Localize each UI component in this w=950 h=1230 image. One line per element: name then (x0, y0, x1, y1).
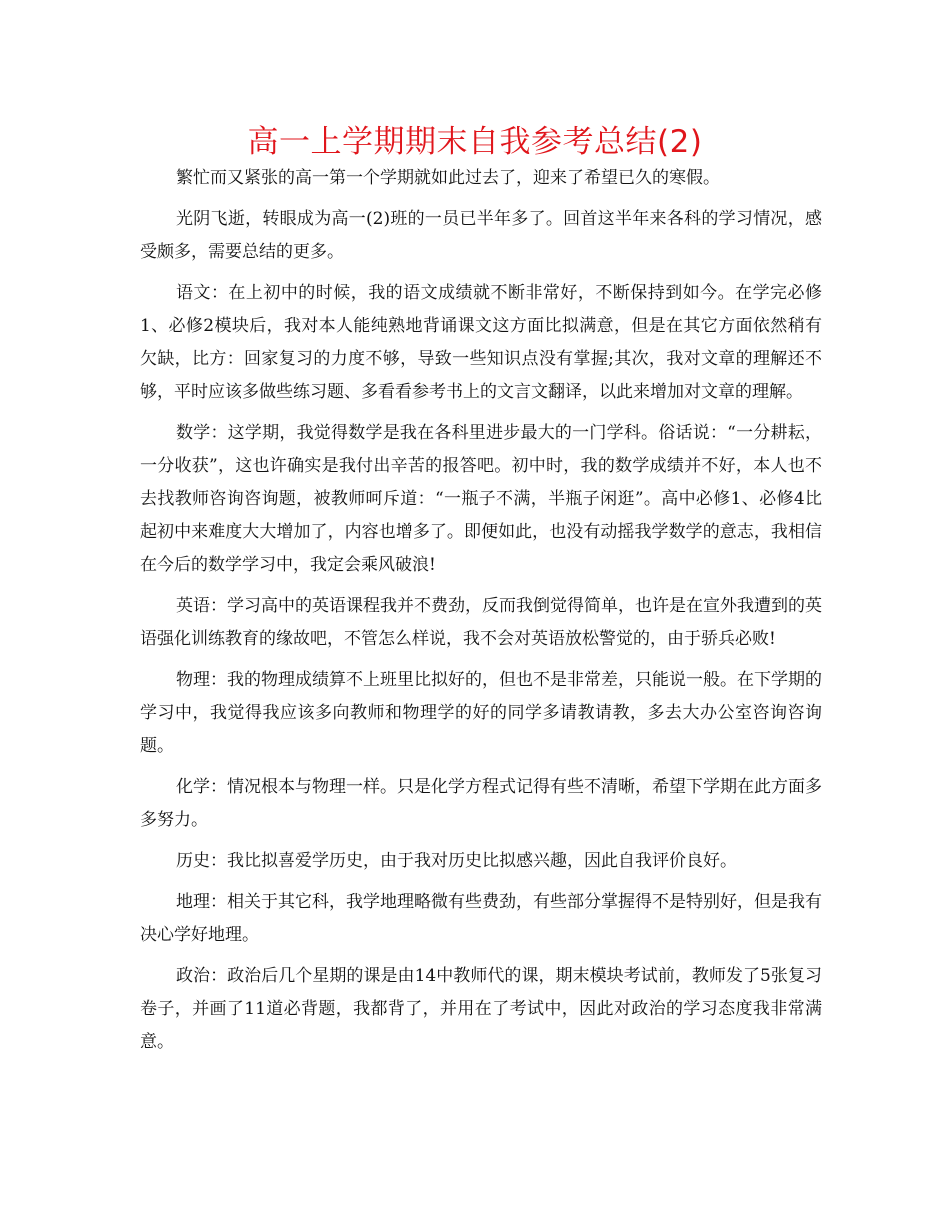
paragraph-chinese: 语文：在上初中的时候，我的语文成绩就不断非常好，不断保持到如今。在学完必修1、必修2模块后，我对本人能纯熟地背诵课文这方面比拟满意，但是在其它方面依然稍有欠缺，比方：回家复习的力度不够，导致一些知识点没有掌握;其次，我对文章的理解还不够，平时应该多做些练习题、多看看参考书上的文言文翻译，以此来增加对文章的理解。 (140, 283, 822, 402)
document-title: 高一上学期期末自我参考总结(2) (247, 124, 703, 160)
paragraph-intro: 繁忙而又紧张的高一第一个学期就如此过去了，迎来了希望已久的寒假。 (176, 168, 720, 188)
paragraph-physics: 物理：我的物理成绩算不上班里比拟好的，但也不是非常差，只能说一般。在下学期的学习中，我觉得我应该多向教师和物理学的好的同学多请教请教，多去大办公室咨询咨询题。 (140, 670, 822, 756)
paragraph-english: 英语：学习高中的英语课程我并不费劲，反而我倒觉得简单，也许是在宣外我遭到的英语强化训练教育的缘故吧，不管怎么样说，我不会对英语放松警觉的，由于骄兵必败! (140, 596, 822, 649)
paragraph-politics: 政治：政治后几个星期的课是由14中教师代的课，期末模块考试前，教师发了5张复习卷子，并画了11道必背题，我都背了，并用在了考试中，因此对政治的学习态度我非常满意。 (140, 966, 822, 1052)
document-body (140, 162, 822, 1067)
paragraph-history: 历史：我比拟喜爱学历史，由于我对历史比拟感兴趣，因此自我评价良好。 (176, 851, 737, 871)
paragraph-math: 数学：这学期，我觉得数学是我在各科里进步最大的一门学科。俗话说：“一分耕耘，一分收获”，这也许确实是我付出辛苦的报答吧。初中时，我的数学成绩并不好，本人也不去找教师咨询咨询题，被教师呵斥道：“一瓶子不满，半瓶子闲逛”。高中必修1、必修4比起初中来难度大大增加了，内容也增多了。即便如此，也没有动摇我学数学的意志，我相信在今后的数学学习中，我定会乘风破浪! (140, 423, 822, 575)
paragraph-overview: 光阴飞逝，转眼成为高一(2)班的一员已半年多了。回首这半年来各科的学习情况，感受颇多，需要总结的更多。 (140, 209, 822, 262)
paragraph-geography: 地理：相关于其它科，我学地理略微有些费劲，有些部分掌握得不是特别好，但是我有决心学好地理。 (140, 892, 822, 945)
paragraph-chemistry: 化学：情况根本与物理一样。只是化学方程式记得有些不清晰，希望下学期在此方面多多努力。 (140, 777, 822, 830)
